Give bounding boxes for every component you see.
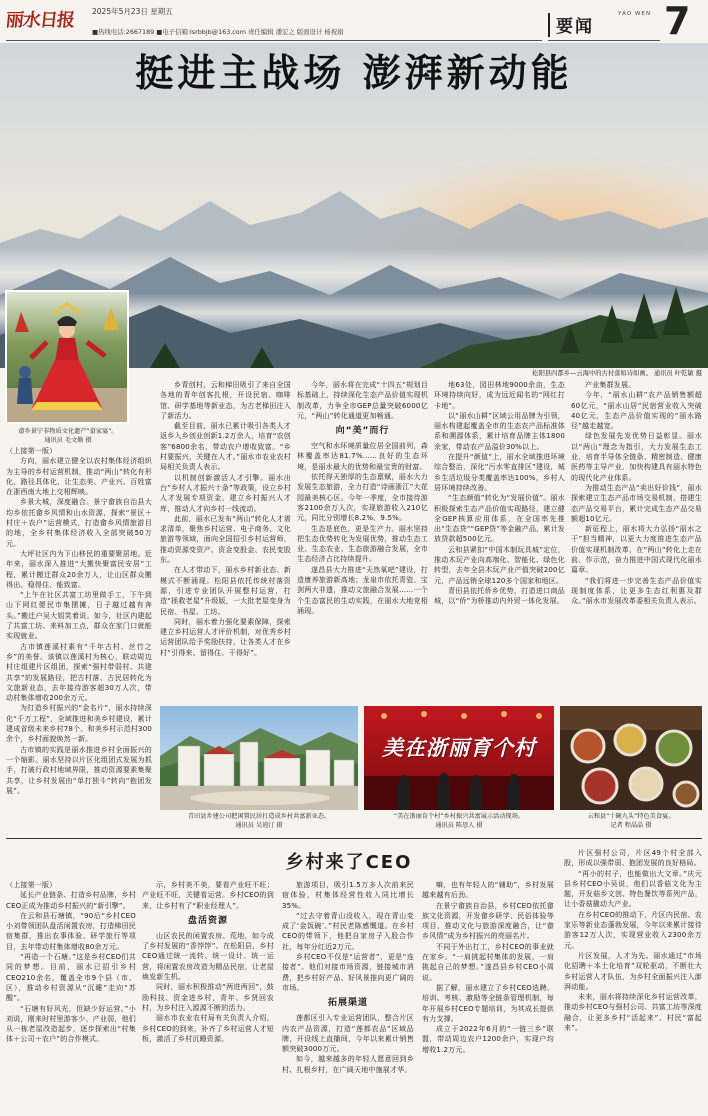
paragraph: 古市镇莲溪村素有“千年古村、丝竹之乡”的美誉。该镇以莲溪村为核心，联动周边村庄组建片区组团，探索“强村带弱村、共建共享”的发展路径，把古村落、古民居转化为文旅新业态，去年接待游客超30万人次，带动村集体增收200余万元。 [6,642,152,703]
paragraph: 山区农民的闲置农房、荒地，如今成了乡村发展的“香饽饽”。在松阳县，乡村CEO通过统一流转、统一设计、统一运营，将闲置农房改造为精品民宿，让老屋焕发新生机。 [142,931,274,982]
section-rule [548,40,660,41]
contact-line: ■热线电话:2667189 ■电子信箱:lsrbbjb@163.com 责任编辑 潘宏之 版面设计 杨祝娟 [92,28,344,36]
photo-caption-text: “美在浙丽育个村”乡村振兴共富展示活动现场。 [393,813,525,820]
photo-caption-text: 青田县乡建公司把闲置民居打造成乡村共富新业态。 [187,813,331,820]
inset-photo [5,290,129,424]
paragraph: 依托得天独厚的生态禀赋，丽水大力发展生态旅游，全力打造“诗画浙江”大花园最美核心区。今年一季度，全市接待游客2100余万人次，实现旅游收入210亿元，同比分别增长8.2%、9.5%。 [297,473,428,523]
second-headline: 乡村来了CEO [285,852,413,873]
paragraph: 如今，越来越多的年轻人愿意回到乡村、扎根乡村，在广阔天地中施展才华。 [282,1055,414,1074]
paragraph: 莲都区引入专业运营团队，整合片区内农产品资源，打造“莲都农品”区域品牌，开设线上直播间，今年以来累计销售额突破3000万元。 [282,1014,414,1054]
paragraph: 同时，丽水着力强化要素保障，探索建立乡村运营人才评价机制，对优秀乡村运营团队给予奖励扶持，让各类人才在乡村“引得来、留得住、干得好”。 [160,617,291,657]
paragraph: 延长产业链条、打造乡村品牌，乡村CEO正成为推动乡村振兴的“新引擎”。 [6,891,136,910]
paragraph: 片区发展，人才为先。丽水通过“市场化招聘＋本土化培育”双轮驱动，不断壮大乡村运营人才队伍，为乡村全面振兴注入澎湃动能。 [564,951,702,991]
paragraph: 为打造乡村振兴的“金名片”，丽水持续深化“千万工程”，全域推进和美乡村建设，累计建成省级未来乡村78个、和美乡村示范村300余个，乡村面貌焕然一新。 [6,704,152,744]
masthead-logo: 丽水日报 [4,10,75,30]
paragraph: 绿色发展先发优势日益彰显。丽水以“两山”理念为指引，大力发展生态工业，培育半导体全链条、精密制造、健康医药等主导产业，加快构建具有丽水特色的现代化产业体系。 [571,432,702,482]
paragraph: 方向，丽水建立健全以农村集体经济组织为主导的乡村运营机制，推动“两山”转化有形化、路径具体化，让生态美、产业兴、百姓富在浙西南大地上交相辉映。 [6,457,152,497]
paragraph: “石塘有好风光，但缺少好运营。”小刘说，刚来时村里游客少、产业弱，他们从一栋老屋改造起步，逐步探索出“村集体＋公司＋农户”的合作模式。 [6,1004,136,1044]
paragraph: 在乡村CEO的推动下，片区内民宿、农家乐等新业态蓬勃发展，今年以来累计接待游客12万人次，实现营业收入2300余万元。 [564,910,702,950]
paragraph: 据了解，丽水建立了乡村CEO选聘、培训、考核、激励等全链条管理机制，每年开展乡村CEO专题培训，为其成长提供有力支撑。 [422,983,554,1023]
story-divider [6,838,702,839]
paragraph: 片区强村公司，片区49个村全部入股，形成以强带弱、抱团发展的良好格局。 [564,849,702,868]
paragraph: “过去守着青山没收入，现在青山变成了‘金饭碗’。”村民老陈感慨道。在乡村CEO的带领下，他把自家房子入股合作社，每年分红近2万元。 [282,911,414,951]
paragraph: （上接第一版） [6,881,57,889]
local-dishes-image [560,706,702,810]
paragraph: 在人才带动下，丽水乡村新业态、新模式不断涌现。松阳县依托传统村落资源，引进专业团队开展整村运营，打造“拯救老屋”升级版，一大批老屋变身为民宿、书屋、工坊。 [160,566,291,616]
photo-caption-credit: 记者 程晶晶 摄 [610,821,652,829]
paragraph: 丽水市农业农村局有关负责人介绍，乡村CEO的到来，补齐了乡村运营人才短板，激活了乡村沉睡资源。 [142,1014,274,1043]
paragraph: 大坪社区内为下山移民的重要聚居地。近年来，丽水深入推进“大搬快聚富民安居”工程，累计搬迁群众20余万人，让山区群众搬得出、稳得住、能致富。 [6,549,152,589]
lead-column-1 [6,446,152,836]
paragraph: “再造一个石塘。”这是乡村CEO们共同的梦想。目前，丽水已招引乡村CEO210余名，覆盖全市9个县（市、区），推动乡村资源从“沉睡”走向“苏醒”。 [6,953,136,1003]
paragraph: 以“丽水山耕”区域公用品牌为引领，丽水构建起覆盖全市的生态农产品标准体系和溯源体系，累计培育品牌主体1800余家，带动农产品溢价30%以上。 [434,411,565,451]
photo-caption-text: 云和县“十碗九头”特色美食宴。 [587,813,675,820]
subhead: 盘活资源 [187,915,228,926]
folk-dance-image [7,292,127,422]
photo-caption-credit: 通讯员 陈思人 摄 [435,821,483,829]
paragraph: 生态是底色，更是生产力。丽水坚持把生态优势转化为发展优势，推动生态工业、生态农业、生态旅游融合发展，全市生态经济占比持续提升。 [297,524,428,564]
photo-event-stage [364,706,554,810]
section-pinyin: YAO WEN [618,11,652,17]
section-bar [548,13,550,37]
photo-local-dishes [560,706,702,810]
paragraph: 青田县依托侨乡优势，打造进口商品城，以“侨”为桥推动内外贸一体化发展。 [434,586,565,606]
lead-column-5 [571,380,702,702]
paragraph: 截至目前，丽水已累计吸引各类人才返乡入乡创业创新1.2万余人，培育“农创客”6800余名，带动农户增收致富。“乡村要振兴，关键在人才。”丽水市农业农村局相关负责人表示。 [160,422,291,472]
photo-caption-credit: 通讯员 吴逍汀 摄 [235,821,283,829]
paragraph: 云和县紧扣“中国木制玩具城”定位，推动木玩产业向高端化、智能化、绿色化转型，去年全县木玩产业产值突破200亿元，产品远销全球120多个国家和地区。 [434,545,565,585]
paragraph: 空气和水环境质量位居全国前列，森林覆盖率达81.7%……良好的生态环境，是丽水最大的优势和最宝贵的财富。 [297,442,428,471]
village-buildings-image [160,706,358,810]
inset-caption [6,428,130,445]
paragraph: “我们将进一步完善生态产品价值实现制度体系，让更多生态红利惠及群众。”丽水市发展改革委相关负责人表示。 [571,576,702,606]
paragraph: “再小的村子，也能做出大文章。”庆元县乡村CEO小吴说，他们以香菇文化为主题，开发菇乡文创、特色餐饮等系列产品，让小香菇撬动大产业。 [564,869,702,909]
paragraph: 乡景大城，深度融合。景宁畲族自治县大均乡依托畲乡风情和山水资源，探索“景区＋村庄＋农户”运营模式，打造畲乡风情旅游目的地，全乡村集体经济收入全部突破50万元。 [6,498,152,548]
paragraph: 未来，丽水将持续深化乡村运营改革，推动乡村CEO与强村公司、共富工坊等深度融合，让更多乡村“活起来”、村民“富起来”。 [564,993,702,1033]
hero-caption: 松阳县四都乡—云海中的古村落如诗如画。 通讯员 叶乾敏 摄 [532,370,702,377]
section-name: 要闻 [556,17,594,37]
paragraph: 同时，丽水积极推动“两进两回”，鼓励科技、资金进乡村，青年、乡贤回农村，为乡村注入源源不断的活力。 [142,983,274,1012]
paragraph: 在景宁畲族自治县，乡村CEO依托畲族文化资源，开发畲乡研学、民俗体验等项目，推动文化与旅游深度融合，让“畲乡风情”成为乡村振兴的亮丽名片。 [422,901,554,941]
paragraph: “上午在社区共富工坊里做手工，下午到山下网红便民市集摆摊，日子越过越有奔头。”搬迁户吴大姐笑着说。如今，社区内建起了共富工坊、来料加工点，群众在家门口就能实现就业。 [6,591,152,641]
paragraph: 为推动生态产品“卖出好价钱”，丽水探索建立生态产品市场交易机制，搭建生态产品交易平台，累计完成生态产品交易额超10亿元。 [571,483,702,523]
paragraph: 地63处，园田林地9000余亩，生态环境持续向好，成为远近闻名的“网红打卡地”。 [434,381,565,410]
second-column-3 [282,880,414,1112]
lead-column-4 [434,380,565,702]
second-column-4 [422,880,554,1112]
photo-caption-3 [560,813,702,830]
second-column-5 [564,848,702,1112]
lead-column-3 [297,380,428,702]
lead-column-2 [160,380,291,702]
paragraph: 以机制创新激活人才引擎。丽水出台“乡村人才振兴十条”等政策，设立乡村人才发展专项资金，建立乡村振兴人才库，推动人才向乡村一线流动。 [160,473,291,513]
paragraph: 产业集群发展。 [585,381,636,389]
paragraph: 乡村CEO不仅是“运营者”，更是“连接者”。他们对接市场资源，链接城市消费，把乡村好产品、好风景推向更广阔的市场。 [282,953,414,992]
paragraph: “生态颜值”转化为“发展价值”。丽水积极探索生态产品价值实现路径，建立健全GEP核算应用体系，在全国率先推出“生态贷”“GEP贷”等金融产品，累计发放贷款超500亿元。 [434,494,565,544]
paragraph: 旅游项目，吸引1.5万多人次前来民宿体验，村集体经营性收入同比增长35%。 [282,881,414,910]
issue-date: 2025年5月23日 星期五 [92,7,173,16]
inset-caption-text: 畲乡景宁非物质文化遗产“畲家宴”。 [18,428,118,435]
paragraph: 今年，“丽水山耕”农产品销售额超60亿元，“丽水山居”民宿营业收入突破40亿元，生态产品价值实现的“丽水路径”越走越宽。 [571,391,702,431]
paragraph: （上接第一版） [6,447,57,455]
header-rule [6,40,542,41]
paragraph: 在提升“颜值”上，丽水全域推进环境综合整治，深化“污水零直排区”建设，城乡生活垃圾分类覆盖率达100%，乡村人居环境持续改善。 [434,453,565,492]
page-number: 7 [664,0,691,43]
paragraph: 今年，丽水将在完成“十四五”规划目标基础上，持续深化生态产品价值实现机制改革，力争全市GEP总量突破6000亿元，“两山”转化通道更加畅通。 [297,381,428,420]
paragraph: 嘛，也有年轻人的“辅助”，乡村发展越来越有后劲。 [422,881,554,900]
stage-banner-text: 美在浙丽育个村 [382,735,536,760]
second-column-1 [6,880,136,1112]
photo-caption-1 [160,813,358,830]
photo-village-buildings [160,706,358,810]
paragraph: 成立于2022年6月的“一链三乡”联盟，带动周边农户1200余户，实现户均增收1.2万元。 [422,1025,554,1054]
paragraph: 不同于外出打工，乡村CEO的事业就在家乡。“一肩挑起村集体的发展，一肩挑起自己的梦想。”遂昌县乡村CEO小周说。 [422,942,554,982]
subhead: 向“美”而行 [335,426,390,437]
photo-caption-2 [364,813,554,830]
paragraph: 乡青创村，云和梯田吸引了来自全国各地的青年创客扎根，开设民宿、咖啡馆、研学基地等新业态，为古老梯田注入了新活力。 [160,381,291,420]
lead-headline: 挺进主战场 澎湃新动能 [135,51,573,95]
paragraph: 在云和县石塘镇，“90后”乡村CEO小刘带领团队盘活闲置农房，打造梯田民宿集群，推出农事体验、研学旅行等项目，去年带动村集体增收80余万元。 [6,911,136,951]
paragraph: 古市镇的实践是丽水推进乡村全面振兴的一个缩影。丽水坚持以片区化组团式发展为抓手，打破行政村地域界限，推动资源要素集聚共享，让乡村发展由“单打独斗”转向“抱团发展”。 [6,745,152,795]
paragraph: 示，乡村美不美，要看产业旺不旺；产业旺不旺，关键看运营。乡村CEO的到来，让乡村有了“职业经理人”。 [142,881,274,910]
paragraph: 遂昌县大力推进“天然氧吧”建设，打造康养旅游新高地；龙泉市依托青瓷、宝剑两大非遗，推动文旅融合发展……一个个生态富民的生动实践，在丽水大地竞相涌现。 [297,565,428,615]
second-column-2 [142,880,274,1112]
paragraph: 此前，丽水已发布“两山”转化人才需求清单，聚焦乡村运营、电子商务、文化旅游等领域，面向全国招引乡村运营师，推动资源变资产、资金变股金、农民变股东。 [160,514,291,565]
inset-caption-credit: 通讯员 毛文勤 摄 [44,436,92,444]
subhead: 拓展渠道 [327,998,368,1009]
paragraph: 新征程上，丽水将大力弘扬“丽水之干”担当精神，以更大力度推进生态产品价值实现机制改革，在“两山”转化上走在前、作示范，奋力推进中国式现代化丽水篇章。 [571,525,702,575]
